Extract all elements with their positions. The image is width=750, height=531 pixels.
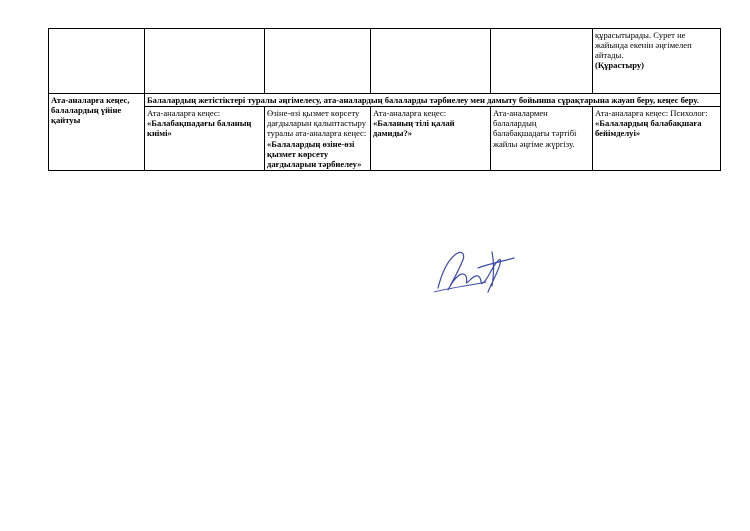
advice-title: «Балалардың балабақшаға бейімделуі» (595, 118, 702, 139)
advice-cell-4 (491, 107, 593, 171)
advice-plain: Ата-аналарға кеңес: Психолог: (595, 108, 708, 119)
empty-cell (49, 29, 145, 94)
activity-text: құрасытырады. Сурет не жайында екенін әңгімелеп айтады. (595, 30, 692, 61)
weekly-plan-table (48, 28, 721, 171)
advice-plain: Ата-аналармен балалардың балабақшадағы тәртібі жайлы әңгіме жүргізу. (493, 108, 577, 149)
activity-type: (Құрастыру) (595, 60, 645, 71)
advice-title: «Балабақшадағы баланың киімі» (147, 118, 252, 139)
table-row (49, 29, 721, 94)
empty-cell (145, 29, 265, 94)
advice-plain: Ата-аналарға кеңес: (147, 108, 221, 119)
advice-cell-1 (145, 107, 265, 171)
signature-image (428, 242, 520, 300)
advice-title: «Балалардың өзіне-өзі қызмет көрсету дағдыларын тәрбиелеу» (267, 138, 362, 169)
advice-title: «Баланың тілі қалай дамиды?» (373, 118, 455, 139)
activity-cell (593, 29, 721, 94)
advice-plain: Өзіне-өзі қызмет көрсету дағдыларын қалыптастыру туралы ата-аналарға кеңес: (267, 108, 367, 139)
table-row (49, 107, 721, 171)
parents-main-text: Балалардың жетістіктері туралы әңгімелесу, ата-аналардың балаларды тәрбиелеу мен дамыту бойынша сұрақтарына жауап беру, кеңес беру. (145, 94, 721, 107)
advice-cell-3 (371, 107, 491, 171)
empty-cell (265, 29, 371, 94)
advice-plain: Ата-аналарға кеңес: (373, 108, 447, 119)
table-row (49, 94, 721, 107)
empty-cell (491, 29, 593, 94)
advice-cell-2 (265, 107, 371, 171)
empty-cell (371, 29, 491, 94)
row-label-parents: Ата-аналарға кеңес, балалардың үйіне қайтуы (49, 94, 145, 171)
advice-cell-5 (593, 107, 721, 171)
